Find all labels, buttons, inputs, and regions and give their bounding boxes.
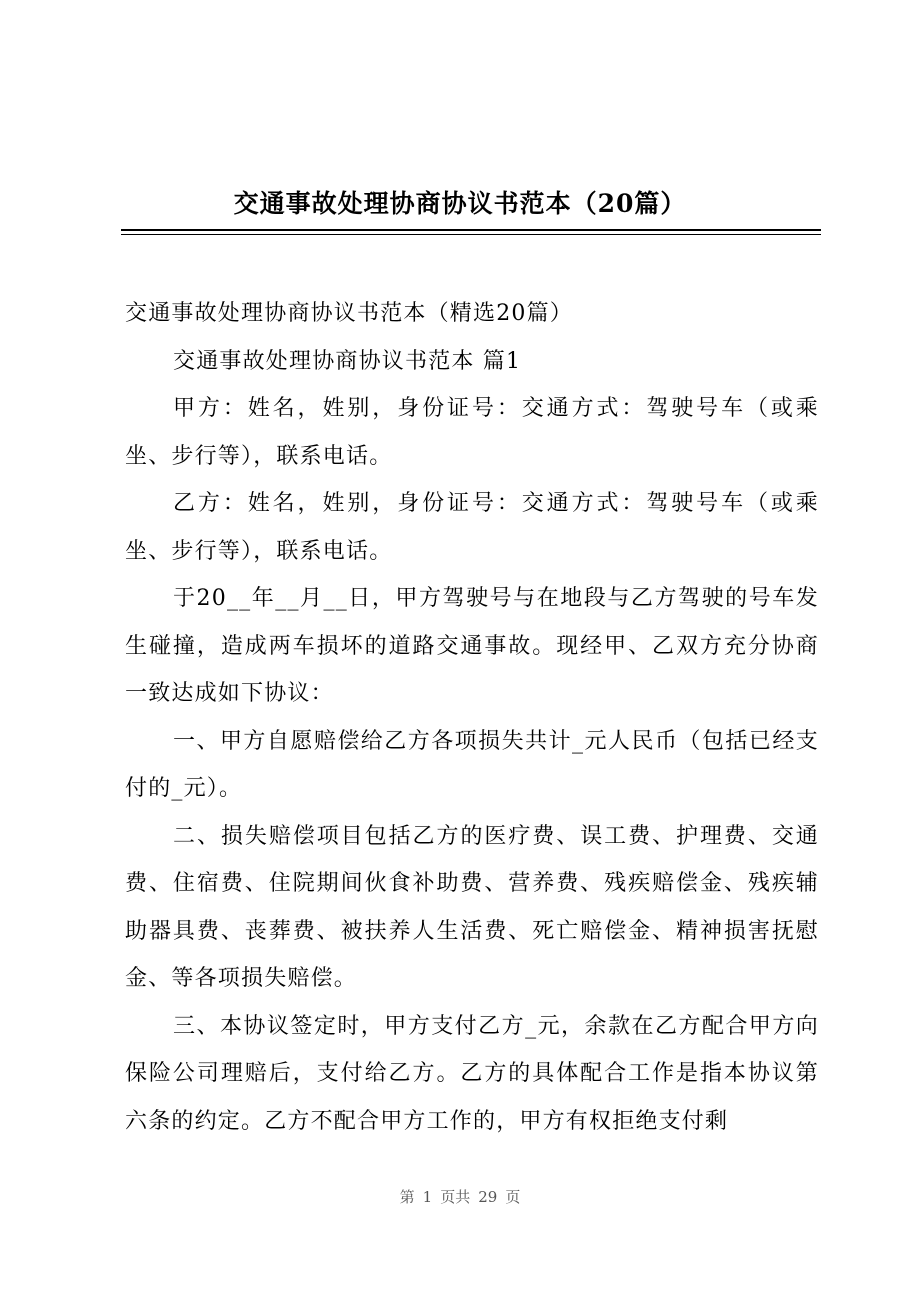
footer-current-page: 1 bbox=[422, 1188, 433, 1206]
paragraph-party-b: 乙方：姓名，姓别，身份证号：交通方式：驾驶号车（或乘坐、步行等），联系电话。 bbox=[125, 491, 819, 564]
paragraph-incident: 于20__年__月__日，甲方驾驶号与在地段与乙方驾驶的号车发生碰撞，造成两车损坏的道路交通事故。现经甲、乙双方充分协商一致达成如下协议： bbox=[125, 586, 819, 706]
paragraph-clause-2: 二、损失赔偿项目包括乙方的医疗费、误工费、护理费、交通费、住宿费、住院期间伙食补助费、营养费、残疾赔偿金、残疾辅助器具费、丧葬费、被扶养人生活费、死亡赔偿金、精神损害抚慰金、等各项损失赔偿。 bbox=[125, 823, 819, 991]
paragraph-section-heading: 交通事故处理协商协议书范本 篇1 bbox=[173, 348, 522, 374]
footer-total-suffix: 页 bbox=[505, 1188, 521, 1206]
title-divider-thick bbox=[121, 229, 821, 231]
paragraph-clause-3: 三、本协议签定时，甲方支付乙方_元，余款在乙方配合甲方向保险公司理赔后，支付给乙方。乙方的具体配合工作是指本协议第六条的约定。乙方不配合甲方工作的，甲方有权拒绝支付剩 bbox=[125, 1013, 819, 1134]
footer-page-label: 第 bbox=[399, 1188, 415, 1206]
document-body bbox=[125, 290, 819, 1145]
footer-total-prefix: 页共 bbox=[440, 1188, 471, 1206]
page-footer bbox=[0, 1186, 920, 1207]
title-divider-thin bbox=[121, 234, 821, 235]
document-title: 交通事故处理协商协议书范本（20篇） bbox=[233, 189, 687, 218]
paragraph-clause-1: 一、甲方自愿赔偿给乙方各项损失共计_元人民币（包括已经支付的_元）。 bbox=[125, 728, 819, 801]
footer-total-pages: 29 bbox=[478, 1188, 498, 1206]
paragraph-subtitle: 交通事故处理协商协议书范本（精选20篇） bbox=[125, 301, 573, 326]
paragraph-party-a: 甲方：姓名，姓别，身份证号：交通方式：驾驶号车（或乘坐、步行等），联系电话。 bbox=[125, 396, 819, 469]
